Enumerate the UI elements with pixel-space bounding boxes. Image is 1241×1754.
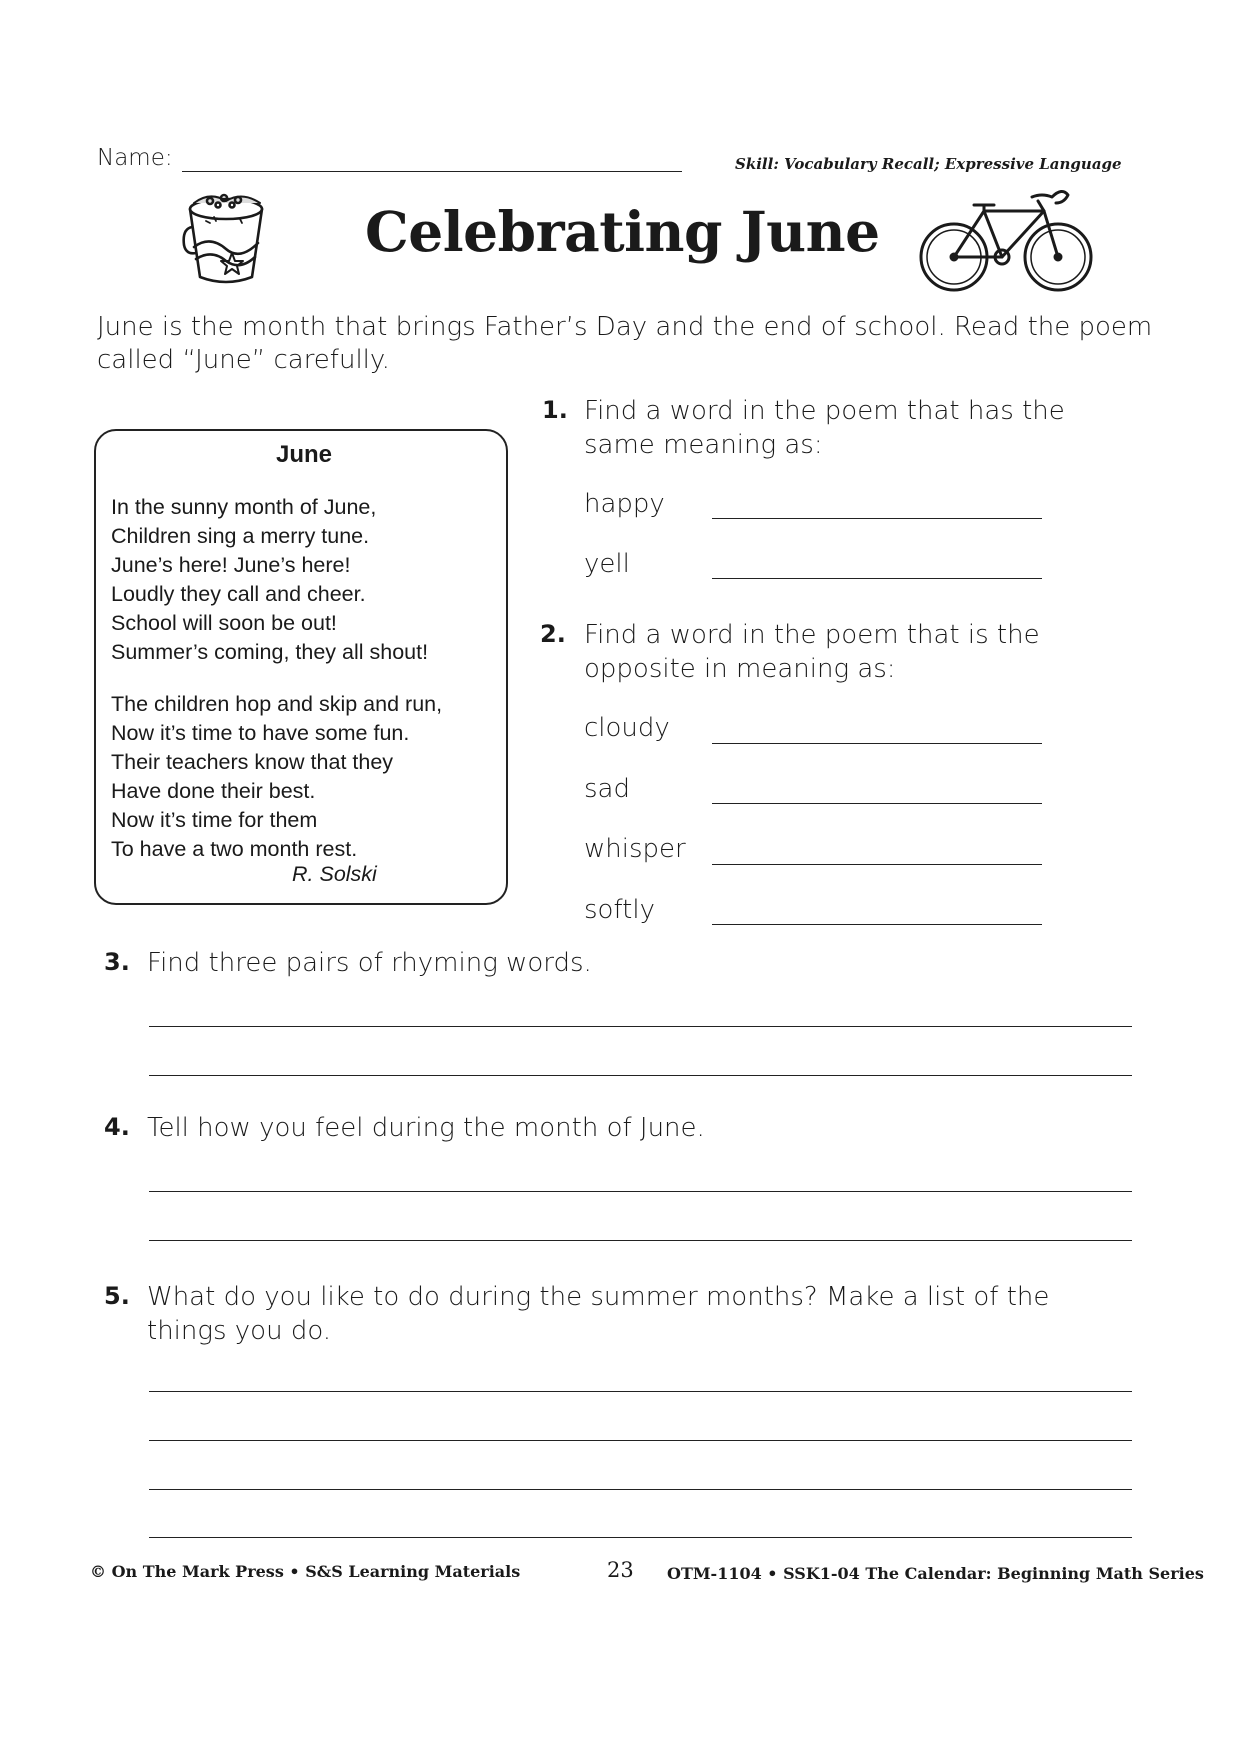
q1-word-yell: yell bbox=[584, 549, 630, 579]
q2-word-cloudy: cloudy bbox=[584, 713, 670, 743]
q5-answer-line[interactable] bbox=[149, 1489, 1132, 1490]
poem-line: Summer’s coming, they all shout! bbox=[111, 640, 429, 664]
name-answer-line[interactable] bbox=[182, 171, 682, 172]
question-1-text: Find a word in the poem that has the same meaning as: bbox=[584, 396, 1065, 460]
question-5-number: 5. bbox=[104, 1282, 130, 1310]
poem-line: In the sunny month of June, bbox=[111, 495, 377, 519]
poem-stanza-1 bbox=[111, 493, 428, 667]
q3-answer-line[interactable] bbox=[149, 1026, 1132, 1027]
question-1-number: 1. bbox=[542, 396, 568, 424]
poem-line: Have done their best. bbox=[111, 779, 316, 803]
question-5-text: What do you like to do during the summer months? Make a list of the things you do. bbox=[147, 1282, 1050, 1346]
footer-copyright: © On The Mark Press • S&S Learning Materials bbox=[90, 1562, 521, 1581]
q2-answer-line-softly[interactable] bbox=[712, 924, 1042, 925]
intro-paragraph: June is the month that brings Father’s Day and the end of school. Read the poem called “June” carefully. bbox=[97, 312, 1153, 375]
q1-answer-line-yell[interactable] bbox=[712, 578, 1042, 579]
poem-line: School will soon be out! bbox=[111, 611, 337, 635]
question-4-text: Tell how you feel during the month of June. bbox=[147, 1113, 705, 1143]
q2-word-softly: softly bbox=[584, 895, 655, 925]
poem-author: R. Solski bbox=[292, 862, 377, 886]
q2-answer-line-whisper[interactable] bbox=[712, 864, 1042, 865]
question-3-text: Find three pairs of rhyming words. bbox=[147, 948, 592, 978]
poem-stanza-2 bbox=[111, 690, 442, 864]
footer-series: OTM-1104 • SSK1-04 The Calendar: Beginning Math Series bbox=[667, 1564, 1204, 1583]
q2-word-whisper: whisper bbox=[584, 834, 686, 864]
sand-bucket-icon bbox=[180, 187, 272, 289]
q2-word-sad: sad bbox=[584, 774, 630, 804]
question-4-number: 4. bbox=[104, 1113, 130, 1141]
q5-answer-line[interactable] bbox=[149, 1537, 1132, 1538]
q2-answer-line-cloudy[interactable] bbox=[712, 743, 1042, 744]
question-2-text: Find a word in the poem that is the opposite in meaning as: bbox=[584, 620, 1040, 684]
question-2-number: 2. bbox=[540, 620, 566, 648]
poem-line: Their teachers know that they bbox=[111, 750, 394, 774]
q1-word-happy: happy bbox=[584, 489, 665, 519]
poem-line: Now it’s time to have some fun. bbox=[111, 721, 410, 745]
q1-answer-line-happy[interactable] bbox=[712, 518, 1042, 519]
q3-answer-line[interactable] bbox=[149, 1075, 1132, 1076]
footer-page-number: 23 bbox=[607, 1558, 634, 1582]
poem-title: June bbox=[275, 441, 332, 468]
page-title: Celebrating June bbox=[365, 199, 880, 264]
q2-answer-line-sad[interactable] bbox=[712, 803, 1042, 804]
poem-line: Children sing a merry tune. bbox=[111, 524, 370, 548]
poem-line: Loudly they call and cheer. bbox=[111, 582, 366, 606]
q5-answer-line[interactable] bbox=[149, 1391, 1132, 1392]
question-3-number: 3. bbox=[104, 948, 130, 976]
q4-answer-line[interactable] bbox=[149, 1240, 1132, 1241]
q5-answer-line[interactable] bbox=[149, 1440, 1132, 1441]
poem-line: Now it’s time for them bbox=[111, 808, 318, 832]
q4-answer-line[interactable] bbox=[149, 1191, 1132, 1192]
poem-line: The children hop and skip and run, bbox=[111, 692, 443, 716]
poem-line: To have a two month rest. bbox=[111, 837, 358, 861]
bicycle-icon bbox=[918, 183, 1094, 299]
poem-line: June’s here! June’s here! bbox=[111, 553, 351, 577]
name-label: Name: bbox=[97, 145, 173, 171]
skill-label: Skill: Vocabulary Recall; Expressive Language bbox=[735, 155, 1122, 173]
